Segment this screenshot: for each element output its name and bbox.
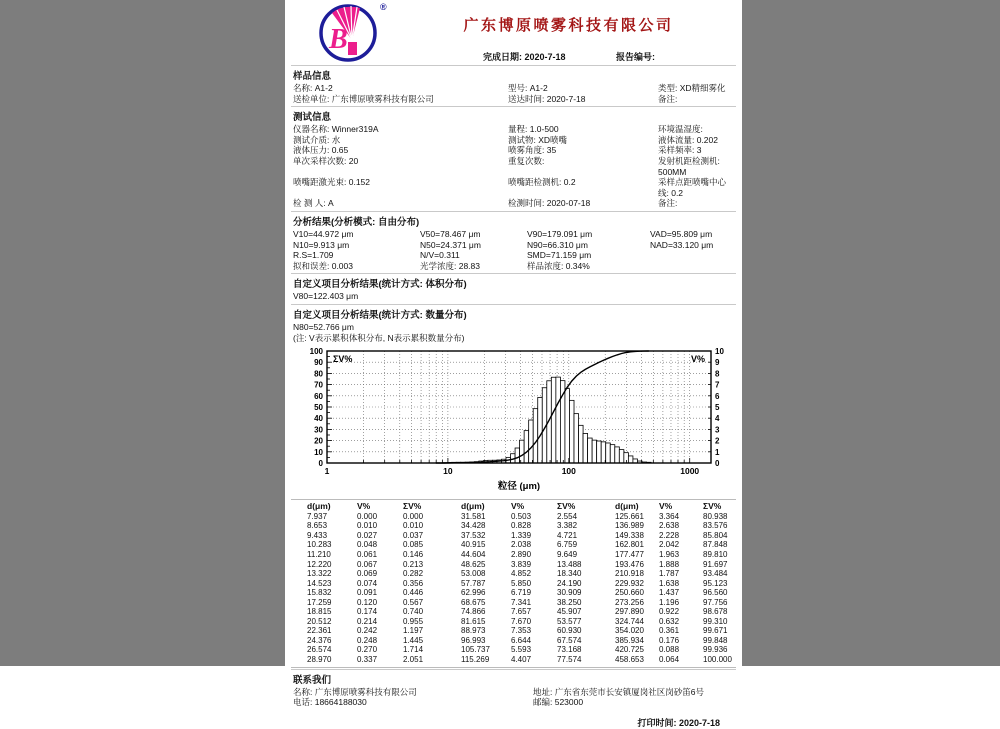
table-cell: 96.560 (703, 588, 736, 598)
table-cell: 10.283 (307, 540, 357, 550)
table-cell: 0.067 (357, 560, 403, 570)
table-cell: 0.922 (659, 607, 703, 617)
table-cell: 99.848 (703, 636, 736, 646)
table-cell: 83.576 (703, 521, 736, 531)
table-cell: 0.048 (357, 540, 403, 550)
distribution-table (291, 499, 736, 668)
table-header-cell: d(μm) (615, 501, 659, 512)
company-name: 广东博原喷雾科技有限公司 (285, 0, 742, 35)
table-cell: 28.970 (307, 655, 357, 665)
info-cell: V10=44.972 μm (293, 229, 420, 240)
table-cell: 6.759 (557, 540, 615, 550)
info-cell: V50=78.467 μm (420, 229, 527, 240)
info-row (293, 145, 736, 156)
svg-text:100: 100 (562, 466, 576, 476)
table-cell: 162.801 (615, 540, 659, 550)
info-cell: 光学浓度: 28.83 (420, 261, 527, 272)
table-cell: 20.512 (307, 617, 357, 627)
table-cell: 57.787 (461, 579, 511, 589)
info-cell: R.S=1.709 (293, 250, 420, 261)
svg-text:70: 70 (314, 380, 323, 389)
table-cell: 1.787 (659, 569, 703, 579)
table-cell: 13.488 (557, 560, 615, 570)
table-header-cell: d(μm) (461, 501, 511, 512)
table-cell: 2.554 (557, 512, 615, 522)
info-cell: 备注: (658, 94, 736, 105)
table-cell: 77.574 (557, 655, 615, 665)
info-cell: 采样点距喷嘴中心线: 0.2 (658, 177, 736, 198)
info-cell: V90=179.091 μm (527, 229, 650, 240)
table-row (291, 569, 736, 579)
table-cell: 0.282 (403, 569, 461, 579)
info-cell: N/V=0.311 (420, 250, 527, 261)
table-cell: 18.340 (557, 569, 615, 579)
info-cell: 名称: 广东博原喷雾科技有限公司 (293, 687, 533, 698)
analysis-result-rows (285, 229, 742, 272)
svg-text:ΣV%: ΣV% (333, 354, 352, 364)
table-cell: 44.604 (461, 550, 511, 560)
info-cell: N10=9.913 μm (293, 240, 420, 251)
section-title-custom-number: 自定义项目分析结果(统计方式: 数量分布) (291, 304, 736, 322)
logo-letter: B (328, 24, 348, 55)
table-cell: 136.989 (615, 521, 659, 531)
table-header-cell: ΣV% (557, 501, 615, 512)
test-info-rows (285, 124, 742, 210)
info-cell: N50=24.371 μm (420, 240, 527, 251)
table-cell: 60.930 (557, 626, 615, 636)
table-row (291, 588, 736, 598)
table-cell: 87.848 (703, 540, 736, 550)
info-cell: 名称: A1-2 (293, 83, 508, 94)
svg-text:4: 4 (715, 414, 720, 423)
table-cell: 420.725 (615, 645, 659, 655)
table-cell: 3.382 (557, 521, 615, 531)
svg-text:0: 0 (319, 459, 324, 468)
svg-text:1000: 1000 (680, 466, 699, 476)
info-row (293, 94, 736, 105)
table-cell: 0.828 (511, 521, 557, 531)
table-cell: 80.938 (703, 512, 736, 522)
table-cell: 2.228 (659, 531, 703, 541)
svg-text:50: 50 (314, 403, 323, 412)
info-row (293, 135, 736, 146)
table-cell: 93.484 (703, 569, 736, 579)
table-cell: 8.653 (307, 521, 357, 531)
table-cell: 7.937 (307, 512, 357, 522)
table-cell: 1.963 (659, 550, 703, 560)
table-row (291, 512, 736, 522)
table-cell: 1.638 (659, 579, 703, 589)
svg-text:7: 7 (715, 380, 720, 389)
table-cell: 115.269 (461, 655, 511, 665)
svg-text:9: 9 (715, 358, 720, 367)
info-cell: 邮编: 523000 (533, 697, 736, 708)
info-row (293, 229, 736, 240)
info-row (293, 250, 736, 261)
table-row (291, 655, 736, 665)
table-cell: 9.649 (557, 550, 615, 560)
table-cell: 67.574 (557, 636, 615, 646)
info-row (293, 198, 736, 209)
table-cell: 7.353 (511, 626, 557, 636)
table-cell: 0.120 (357, 598, 403, 608)
table-cell: 53.577 (557, 617, 615, 627)
table-cell: 7.341 (511, 598, 557, 608)
table-cell: 73.168 (557, 645, 615, 655)
svg-text:8: 8 (715, 369, 720, 378)
info-cell: 地址: 广东省东莞市长安镇厦岗社区岗砂笛6号 (533, 687, 736, 698)
particle-size-chart (291, 346, 737, 496)
table-cell: 0.000 (357, 512, 403, 522)
table-cell: 5.850 (511, 579, 557, 589)
info-cell: 类型: XD精细雾化 (658, 83, 736, 94)
info-cell: VAD=95.809 μm (650, 229, 736, 240)
svg-text:90: 90 (314, 358, 323, 367)
info-cell: 送达时间: 2020-7-18 (508, 94, 658, 105)
svg-text:40: 40 (314, 414, 323, 423)
table-cell: 1.888 (659, 560, 703, 570)
section-title-sample: 样品信息 (291, 65, 736, 83)
table-cell: 0.337 (357, 655, 403, 665)
table-cell: 0.248 (357, 636, 403, 646)
info-cell: 拟和误差: 0.003 (293, 261, 420, 272)
svg-text:2: 2 (715, 436, 720, 445)
table-cell: 193.476 (615, 560, 659, 570)
table-row (291, 598, 736, 608)
info-cell (650, 261, 736, 272)
report-header (285, 0, 742, 64)
table-cell: 89.810 (703, 550, 736, 560)
table-row (291, 617, 736, 627)
table-cell: 81.615 (461, 617, 511, 627)
table-cell: 1.197 (403, 626, 461, 636)
table-cell: 4.407 (511, 655, 557, 665)
svg-text:30: 30 (314, 425, 323, 434)
table-cell: 96.993 (461, 636, 511, 646)
table-cell: 13.322 (307, 569, 357, 579)
info-cell: NAD=33.120 μm (650, 240, 736, 251)
report-page (285, 0, 742, 666)
sample-info-rows (285, 83, 742, 105)
svg-text:60: 60 (314, 392, 323, 401)
info-cell: 样品浓度: 0.34% (527, 261, 650, 272)
table-row (291, 521, 736, 531)
section-title-test: 测试信息 (291, 106, 736, 124)
table-row (291, 645, 736, 655)
table-cell: 297.890 (615, 607, 659, 617)
table-cell: 22.361 (307, 626, 357, 636)
info-cell: 喷嘴距激光束: 0.152 (293, 177, 508, 198)
table-cell: 0.000 (403, 512, 461, 522)
table-cell: 14.523 (307, 579, 357, 589)
table-header-cell: ΣV% (403, 501, 461, 512)
table-cell: 0.088 (659, 645, 703, 655)
table-cell: 149.338 (615, 531, 659, 541)
info-row (293, 240, 736, 251)
table-cell: 0.010 (403, 521, 461, 531)
table-cell: 85.804 (703, 531, 736, 541)
table-cell: 7.670 (511, 617, 557, 627)
info-cell: 喷雾角度: 35 (508, 145, 658, 156)
table-row (291, 501, 736, 512)
table-cell: 18.815 (307, 607, 357, 617)
table-cell: 2.038 (511, 540, 557, 550)
info-row (293, 687, 736, 698)
table-cell: 0.242 (357, 626, 403, 636)
info-cell: 电话: 18664188030 (293, 697, 533, 708)
svg-text:1: 1 (325, 466, 330, 476)
table-cell: 0.174 (357, 607, 403, 617)
table-header-cell: d(μm) (307, 501, 357, 512)
table-cell: 6.719 (511, 588, 557, 598)
table-cell: 45.907 (557, 607, 615, 617)
table-cell: 91.697 (703, 560, 736, 570)
table-cell: 0.069 (357, 569, 403, 579)
table-cell: 0.010 (357, 521, 403, 531)
table-header-cell: V% (357, 501, 403, 512)
table-row (291, 531, 736, 541)
info-cell: 送检单位: 广东博原喷雾科技有限公司 (293, 94, 508, 105)
info-row (293, 156, 736, 177)
table-row (291, 607, 736, 617)
table-cell: 458.653 (615, 655, 659, 665)
table-cell: 0.064 (659, 655, 703, 665)
info-cell: 测试介质: 水 (293, 135, 508, 146)
table-cell: 4.721 (557, 531, 615, 541)
table-cell: 0.085 (403, 540, 461, 550)
table-cell: 0.213 (403, 560, 461, 570)
table-cell: 15.832 (307, 588, 357, 598)
table-row (291, 636, 736, 646)
table-row (291, 540, 736, 550)
svg-text:10: 10 (314, 448, 323, 457)
table-cell: 0.567 (403, 598, 461, 608)
table-cell: 99.671 (703, 626, 736, 636)
table-cell: 3.839 (511, 560, 557, 570)
custom-number-value: N80=52.766 μm (285, 322, 742, 334)
table-cell: 0.356 (403, 579, 461, 589)
table-cell: 74.866 (461, 607, 511, 617)
svg-text:V%: V% (691, 354, 705, 364)
table-cell: 2.890 (511, 550, 557, 560)
svg-text:80: 80 (314, 369, 323, 378)
table-cell: 0.446 (403, 588, 461, 598)
table-cell: 3.364 (659, 512, 703, 522)
table-cell: 6.644 (511, 636, 557, 646)
table-cell: 31.581 (461, 512, 511, 522)
info-cell: 液体压力: 0.65 (293, 145, 508, 156)
info-cell: 环境温湿度: (658, 124, 736, 135)
table-cell: 0.146 (403, 550, 461, 560)
table-cell: 1.437 (659, 588, 703, 598)
info-cell (650, 250, 736, 261)
table-cell: 0.176 (659, 636, 703, 646)
table-row (291, 550, 736, 560)
report-number: 报告编号: (616, 52, 655, 62)
table-row (291, 626, 736, 636)
info-cell: SMD=71.159 μm (527, 250, 650, 261)
table-cell: 0.214 (357, 617, 403, 627)
info-row (293, 177, 736, 198)
svg-text:1: 1 (715, 448, 720, 457)
table-header-cell: V% (659, 501, 703, 512)
info-cell: 量程: 1.0-500 (508, 124, 658, 135)
table-cell: 0.074 (357, 579, 403, 589)
table-cell: 0.361 (659, 626, 703, 636)
table-cell: 68.675 (461, 598, 511, 608)
table-cell: 229.932 (615, 579, 659, 589)
info-cell: 仪器名称: Winner319A (293, 124, 508, 135)
table-cell: 324.744 (615, 617, 659, 627)
table-cell: 99.310 (703, 617, 736, 627)
info-cell: 单次采样次数: 20 (293, 156, 508, 177)
table-cell: 7.657 (511, 607, 557, 617)
info-cell: 重复次数: (508, 156, 658, 177)
chart-svg (291, 346, 737, 496)
svg-text:100: 100 (310, 347, 324, 356)
table-cell: 53.008 (461, 569, 511, 579)
table-cell: 273.256 (615, 598, 659, 608)
table-cell: 0.740 (403, 607, 461, 617)
table-cell: 0.027 (357, 531, 403, 541)
info-cell: 测试物: XD喷嘴 (508, 135, 658, 146)
svg-text:20: 20 (314, 436, 323, 445)
table-cell: 0.091 (357, 588, 403, 598)
table-cell: 5.593 (511, 645, 557, 655)
info-row (293, 261, 736, 272)
table-cell: 30.909 (557, 588, 615, 598)
info-cell: N90=66.310 μm (527, 240, 650, 251)
table-cell: 26.574 (307, 645, 357, 655)
info-row (293, 83, 736, 94)
svg-text:5: 5 (715, 403, 720, 412)
finish-date: 完成日期: 2020-7-18 (483, 52, 566, 62)
svg-text:3: 3 (715, 425, 720, 434)
table-cell: 250.660 (615, 588, 659, 598)
svg-text:10: 10 (715, 347, 724, 356)
table-cell: 34.428 (461, 521, 511, 531)
info-cell: 型号: A1-2 (508, 83, 658, 94)
info-row (293, 697, 736, 708)
info-cell: 备注: (658, 198, 736, 209)
info-cell: 液体流量: 0.202 (658, 135, 736, 146)
table-cell: 0.955 (403, 617, 461, 627)
table-cell: 100.000 (703, 655, 736, 665)
table-cell: 1.196 (659, 598, 703, 608)
table-cell: 0.503 (511, 512, 557, 522)
table-cell: 97.756 (703, 598, 736, 608)
distribution-note: (注: V表示累积体积分布, N表示累积数量分布) (285, 333, 742, 345)
table-cell: 0.037 (403, 531, 461, 541)
info-row (293, 124, 736, 135)
table-cell: 62.996 (461, 588, 511, 598)
svg-text:0: 0 (715, 459, 720, 468)
print-time: 打印时间: 2020-7-18 (285, 716, 742, 729)
table-cell: 0.632 (659, 617, 703, 627)
table-cell: 2.638 (659, 521, 703, 531)
table-cell: 0.061 (357, 550, 403, 560)
section-title-contact: 联系我们 (291, 669, 736, 687)
svg-text:6: 6 (715, 392, 720, 401)
info-cell: 检测时间: 2020-07-18 (508, 198, 658, 209)
table-cell: 105.737 (461, 645, 511, 655)
table-cell: 0.270 (357, 645, 403, 655)
table-cell: 210.918 (615, 569, 659, 579)
table-cell: 24.190 (557, 579, 615, 589)
table-cell: 9.433 (307, 531, 357, 541)
table-cell: 1.714 (403, 645, 461, 655)
table-cell: 99.936 (703, 645, 736, 655)
table-cell: 4.852 (511, 569, 557, 579)
report-meta (285, 50, 742, 63)
table-cell: 17.259 (307, 598, 357, 608)
table-cell: 1.339 (511, 531, 557, 541)
table-row (291, 579, 736, 589)
table-cell: 385.934 (615, 636, 659, 646)
table-cell: 2.051 (403, 655, 461, 665)
registered-mark: ® (380, 2, 387, 12)
svg-text:10: 10 (443, 466, 453, 476)
table-cell: 37.532 (461, 531, 511, 541)
table-cell: 354.020 (615, 626, 659, 636)
svg-text:粒径 (μm): 粒径 (μm) (497, 480, 540, 492)
section-title-custom-volume: 自定义项目分析结果(统计方式: 体积分布) (291, 273, 736, 291)
info-cell: 发射机距检测机: 500MM (658, 156, 736, 177)
table-cell: 95.123 (703, 579, 736, 589)
table-cell: 12.220 (307, 560, 357, 570)
table-cell: 38.250 (557, 598, 615, 608)
table-header-cell: ΣV% (703, 501, 736, 512)
custom-volume-value: V80=122.403 μm (285, 291, 742, 303)
table-cell: 40.915 (461, 540, 511, 550)
table-row (291, 560, 736, 570)
table-cell: 98.678 (703, 607, 736, 617)
table-cell: 1.445 (403, 636, 461, 646)
info-cell: 采样频率: 3 (658, 145, 736, 156)
table-cell: 125.661 (615, 512, 659, 522)
table-cell: 48.625 (461, 560, 511, 570)
info-cell: 喷嘴距检测机: 0.2 (508, 177, 658, 198)
table-cell: 24.376 (307, 636, 357, 646)
table-cell: 11.210 (307, 550, 357, 560)
contact-rows (285, 687, 742, 709)
table-header-cell: V% (511, 501, 557, 512)
table-cell: 88.973 (461, 626, 511, 636)
section-title-analysis: 分析结果(分析模式: 自由分布) (291, 211, 736, 229)
table-cell: 2.042 (659, 540, 703, 550)
info-cell: 检 测 人: A (293, 198, 508, 209)
table-cell: 177.477 (615, 550, 659, 560)
